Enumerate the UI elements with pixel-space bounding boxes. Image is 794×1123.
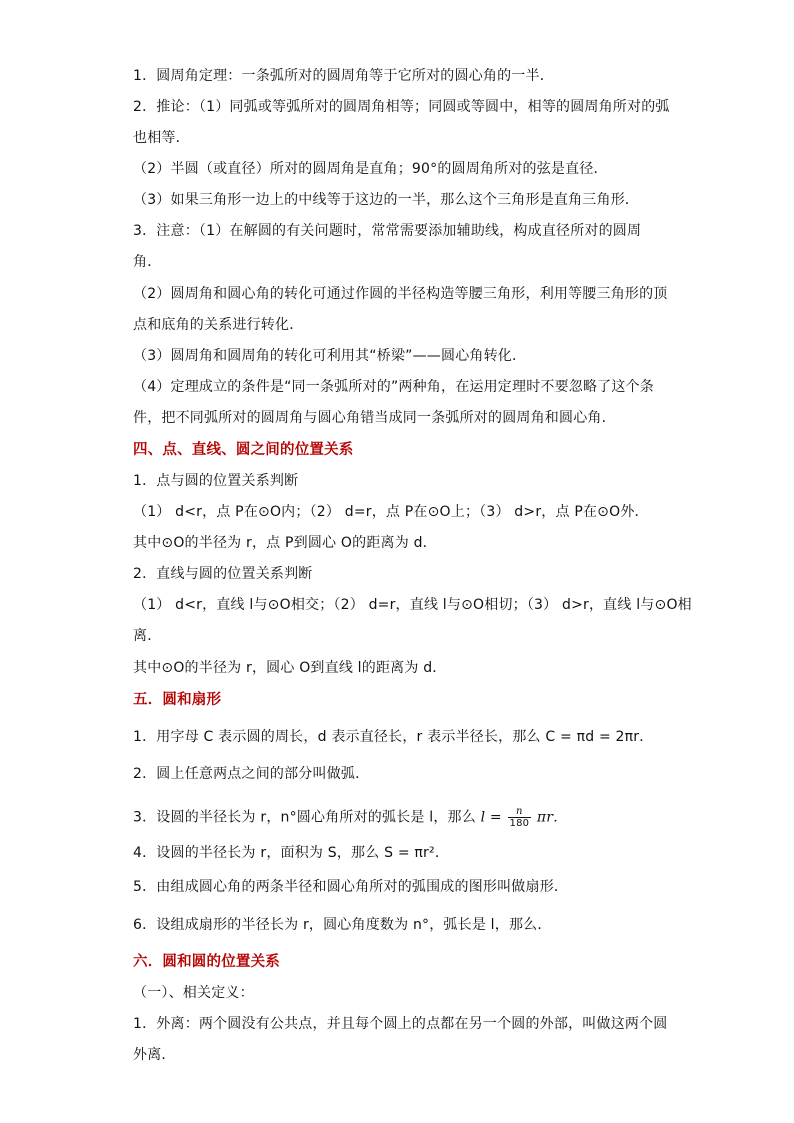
paragraph-note-2: （2）圆周角和圆心角的转化可通过作圆的半径构造等腰三角形，利用等腰三角形的顶 bbox=[133, 286, 668, 302]
paragraph-point-circle-cases: （1） d<r，点 P在⊙O内；（2） d=r，点 P在⊙O上；（3） d>r，点 P在⊙O外． bbox=[133, 504, 649, 520]
paragraph-inscribed-angle-theorem: 1．圆周角定理：一条弧所对的圆周角等于它所对的圆心角的一半． bbox=[133, 68, 554, 84]
paragraph-sector-definition: 5．由组成圆心角的两条半径和圆心角所对的弧围成的图形叫做扇形． bbox=[133, 879, 569, 895]
paragraph-corollary-1-cont: 也相等． bbox=[133, 130, 190, 146]
arc-length-lhs: l = bbox=[480, 809, 502, 826]
paragraph-sector-params: 6．设组成扇形的半径长为 r，圆心角度数为 n°，弧长是 l，那么． bbox=[133, 917, 552, 933]
paragraph-definitions-header: （一）、相关定义： bbox=[133, 985, 254, 1001]
arc-length-fraction bbox=[508, 806, 532, 829]
paragraph-note-4: （4）定理成立的条件是“同一条弧所对的”两种角，在运用定理时不要忽略了这个条 bbox=[133, 379, 655, 395]
paragraph-note-4-cont: 件，把不同弧所对的圆周角与圆心角错当成同一条弧所对的圆周角和圆心角． bbox=[133, 410, 616, 426]
paragraph-external-separation-cont: 外离． bbox=[133, 1047, 176, 1063]
paragraph-circle-area: 4．设圆的半径长为 r，面积为 S，那么 S = πr²． bbox=[133, 845, 450, 861]
paragraph-corollary-2: （2）半圆（或直径）所对的圆周角是直角；90°的圆周角所对的弦是直径． bbox=[133, 161, 608, 177]
paragraph-corollary-1: 2．推论：（1）同弧或等弧所对的圆周角相等；同圆或等圆中，相等的圆周角所对的弧 bbox=[133, 99, 670, 115]
section-heading-4: 四、点、直线、圆之间的位置关系 bbox=[133, 442, 354, 458]
paragraph-line-circle: 2．直线与圆的位置关系判断 bbox=[133, 566, 313, 582]
paragraph-note-2-cont: 点和底角的关系进行转化． bbox=[133, 317, 304, 333]
paragraph-note-1-cont: 角． bbox=[133, 254, 162, 270]
section-heading-5: 五．圆和扇形 bbox=[133, 692, 222, 708]
fraction-denominator: 180 bbox=[509, 818, 530, 829]
section-heading-6: 六．圆和圆的位置关系 bbox=[133, 954, 280, 970]
paragraph-line-circle-cases: （1） d<r，直线 l与⊙O相交；（2） d=r，直线 l与⊙O相切；（3） d>r，直线 l与⊙O相 bbox=[133, 597, 692, 613]
paragraph-point-circle: 1．点与圆的位置关系判断 bbox=[133, 473, 299, 489]
paragraph-note-3: （3）圆周角和圆周角的转化可利用其“桥梁”——圆心角转化． bbox=[133, 348, 527, 364]
paragraph-arc-definition: 2．圆上任意两点之间的部分叫做弧． bbox=[133, 766, 370, 782]
arc-length-text: 3．设圆的半径长为 r，n°圆心角所对的弧长是 l，那么 bbox=[133, 809, 476, 826]
paragraph-external-separation: 1．外离：两个圆没有公共点，并且每个圆上的点都在另一个圆的外部，叫做这两个圆 bbox=[133, 1016, 668, 1032]
paragraph-point-circle-where: 其中⊙O的半径为 r，点 P到圆心 O的距离为 d． bbox=[133, 535, 437, 551]
paragraph-note-1: 3．注意：（1）在解圆的有关问题时，常常需要添加辅助线，构成直径所对的圆周 bbox=[133, 223, 642, 239]
arc-length-rhs: πr． bbox=[536, 809, 568, 826]
paragraph-line-circle-cases-cont: 离． bbox=[133, 628, 162, 644]
fraction-numerator: n bbox=[508, 806, 532, 818]
paragraph-corollary-3: （3）如果三角形一边上的中线等于这边的一半，那么这个三角形是直角三角形． bbox=[133, 192, 640, 208]
paragraph-circumference: 1．用字母 C 表示圆的周长，d 表示直径长，r 表示半径长，那么 C = πd = 2πr． bbox=[133, 729, 654, 745]
paragraph-arc-length bbox=[133, 806, 567, 829]
paragraph-line-circle-where: 其中⊙O的半径为 r，圆心 O到直线 l的距离为 d． bbox=[133, 660, 447, 676]
